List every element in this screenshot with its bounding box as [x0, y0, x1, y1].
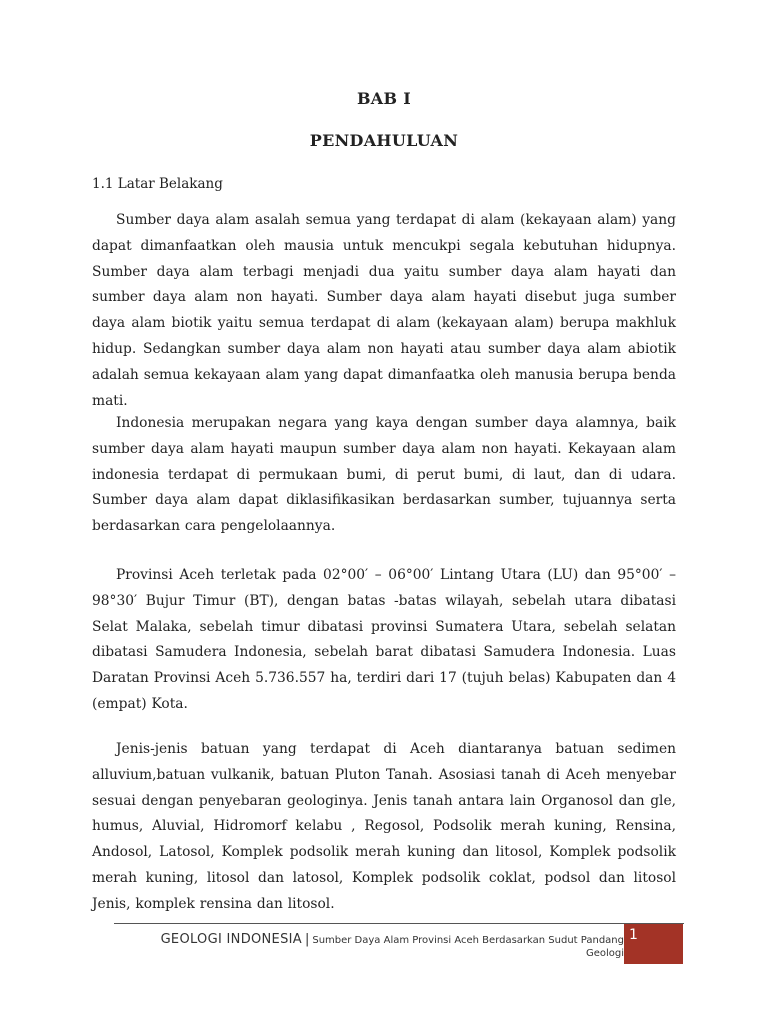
paragraph-4: Jenis-jenis batuan yang terdapat di Aceh diantaranya batuan sedimen alluvium,batuan vulkanik, batuan Pluton Tanah. Asosiasi tanah di Aceh menyebar sesuai dengan penyebaran geologinya. Jenis tanah antara lain Organosol dan gle, humus, Aluvial, Hidromorf kelabu , Regosol, Podsolik merah kuning, Rensina, Andosol, Latosol, Komplek podsolik merah kuning dan litosol, Komplek podsolik merah kuning, litosol dan latosol, Komplek podsolik coklat, podsol dan litosol Jenis, komplek rensina dan litosol.	[92, 741, 676, 912]
section-heading: 1.1 Latar Belakang	[92, 176, 223, 192]
page-number-box	[624, 924, 683, 964]
chapter-title: PENDAHULUAN	[309, 131, 459, 150]
page-number: 1	[629, 927, 638, 943]
footer-description: Sumber Daya Alam Provinsi Aceh Berdasarkan Sudut Pandang	[312, 935, 624, 946]
paragraph-2: Indonesia merupakan negara yang kaya dengan sumber daya alamnya, baik sumber daya alam hayati maupun sumber daya alam non hayati. Kekayaan alam indonesia terdapat di permukaan bumi, di perut bumi, di laut, dan di udara. Sumber daya alam dapat diklasifikasikan berdasarkan sumber, tujuannya serta berdasarkan cara pengelolaannya.	[92, 415, 676, 535]
paragraph-1: Sumber daya alam asalah semua yang terdapat di alam (kekayaan alam) yang dapat dimanfaatkan oleh mausia untuk mencukpi segala kebutuhan hidupnya. Sumber daya alam terbagi menjadi dua yaitu sumber daya alam hayati dan sumber daya alam non hayati. Sumber daya alam hayati disebut juga sumber daya alam biotik yaitu semua terdapat di alam (kekayaan alam) berupa makhluk hidup. Sedangkan sumber daya alam non hayati atau sumber daya alam abiotik adalah semua kekayaan alam yang dapat dimanfaatka oleh manusia berupa benda mati.	[92, 212, 676, 409]
chapter-number: BAB I	[356, 89, 411, 108]
page-footer	[114, 928, 624, 959]
paragraph-3: Provinsi Aceh terletak pada 02°00′ – 06°00′ Lintang Utara (LU) dan 95°00′ – 98°30′ Bujur Timur (BT), dengan batas -batas wilayah, sebelah utara dibatasi Selat Malaka, sebelah timur dibatasi provinsi Sumatera Utara, sebelah selatan dibatasi Samudera Indonesia, sebelah barat dibatasi Samudera Indonesia. Luas Daratan Provinsi Aceh 5.736.557 ha, terdiri dari 17 (tujuh belas) Kabupaten dan 4 (empat) Kota.	[92, 567, 676, 712]
footer-separator: |	[304, 932, 310, 947]
footer-title: GEOLOGI INDONESIA	[160, 932, 302, 947]
footer-divider	[114, 923, 684, 924]
footer-description-line2: Geologi	[585, 948, 624, 959]
